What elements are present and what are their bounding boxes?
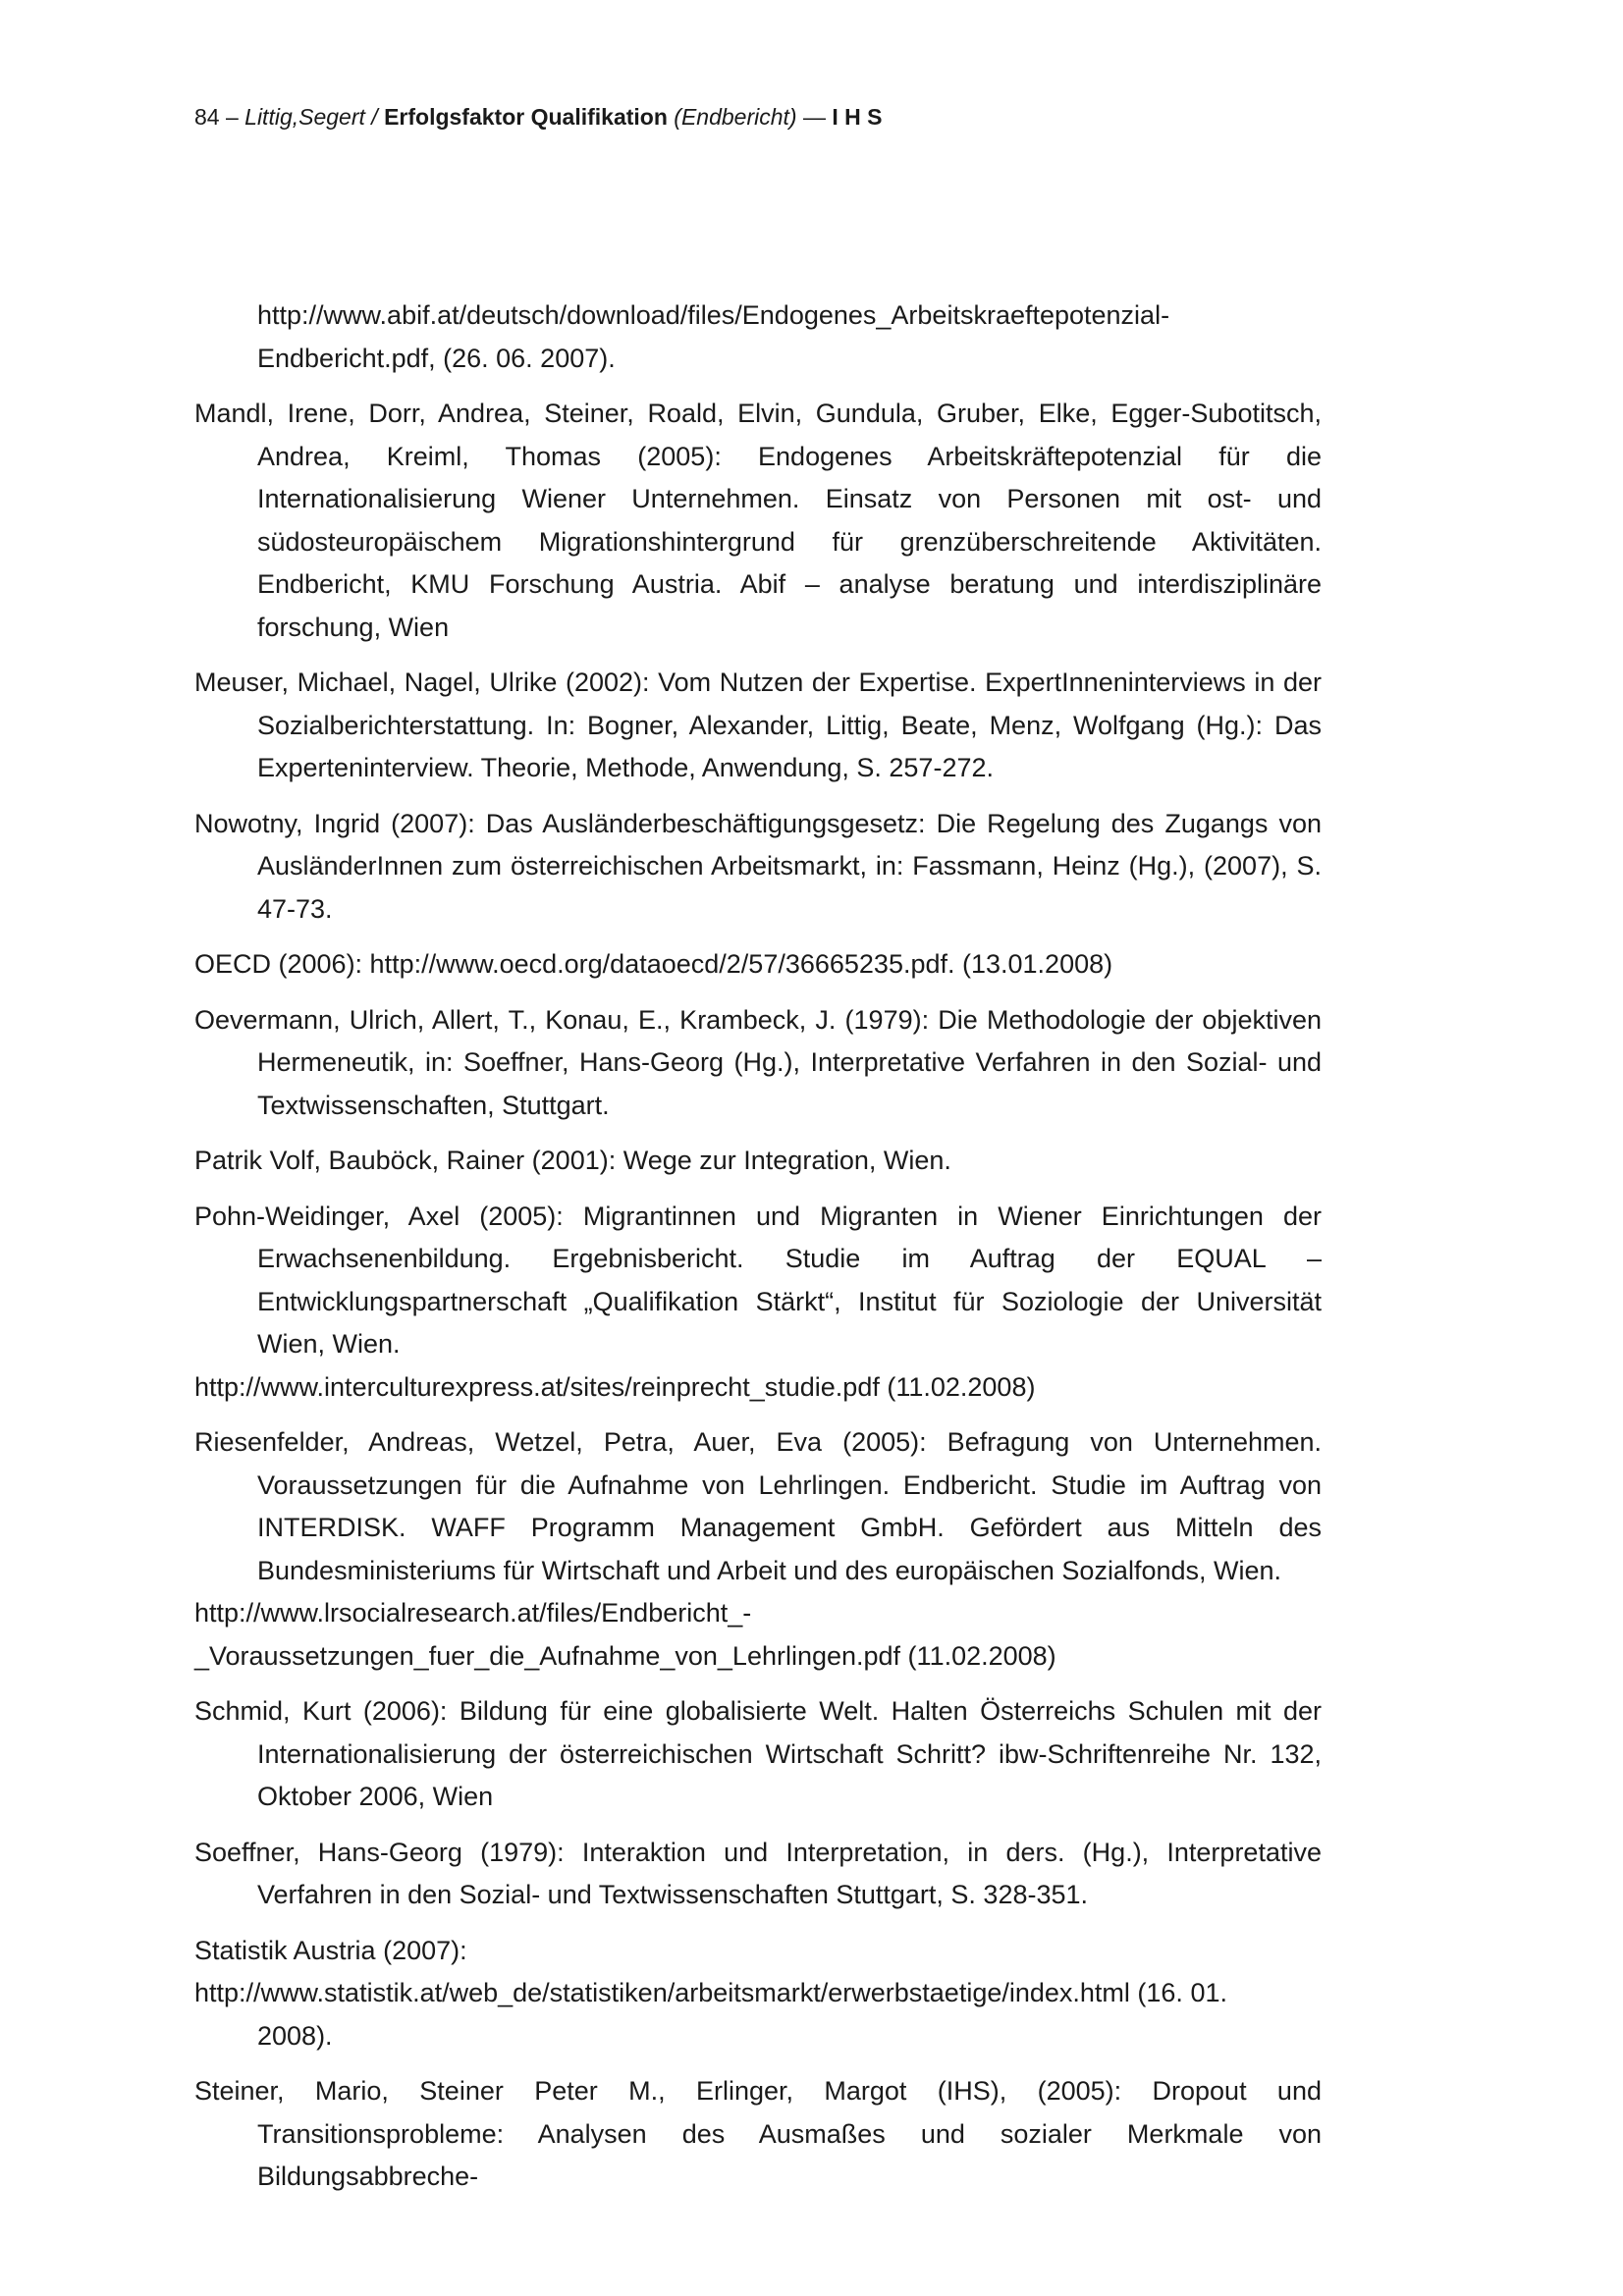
reference-text: Statistik Austria (2007): [194, 1935, 467, 1965]
reference-entry [194, 1421, 1322, 1678]
header-title: Erfolgsfaktor Qualifikation [384, 104, 668, 130]
reference-entry [194, 943, 1322, 987]
reference-entry [257, 294, 1322, 380]
header-subtitle: (Endbericht) [674, 104, 797, 130]
reference-entry [194, 1930, 1322, 2058]
reference-text: Patrik Volf, Bauböck, Rainer (2001): Wege zur Integration, Wien. [194, 1146, 951, 1175]
running-header [194, 102, 882, 132]
reference-entry [194, 1690, 1322, 1819]
header-authors: Littig,Segert / [244, 104, 378, 130]
reference-text: Schmid, Kurt (2006): Bildung für eine globalisierte Welt. Halten Österreichs Schulen mit der Internationalisierung der österreichischen Wirtschaft Schritt? ibw-Schriftenreihe Nr. 132, Oktober 2006, Wien [194, 1696, 1322, 1811]
reference-list [194, 294, 1322, 2212]
reference-text: http://www.abif.at/deutsch/download/files/Endogenes_Arbeitskraeftepotenzial-Endbericht.pdf, (26. 06. 2007). [257, 300, 1170, 373]
reference-text: Soeffner, Hans-Georg (1979): Interaktion und Interpretation, in ders. (Hg.), Interpretative Verfahren in den Sozial- und Textwissenschaften Stuttgart, S. 328-351. [194, 1837, 1322, 1909]
header-institute: I H S [832, 104, 883, 130]
reference-text: Nowotny, Ingrid (2007): Das Ausländerbeschäftigungsgesetz: Die Regelung des Zugangs von AusländerInnen zum österreichischen Arbeitsmarkt, in: Fassmann, Heinz (Hg.), (2007), S. 47-73. [194, 808, 1322, 924]
reference-entry [194, 2070, 1322, 2199]
reference-text: Pohn-Weidinger, Axel (2005): Migrantinnen und Migranten in Wiener Einrichtungen der Erwachsenenbildung. Ergebnisbericht. Studie im Auftrag der EQUAL – Entwicklungspartnerschaft „Qualifikation Stärkt“, Institut für Soziologie der Universität Wien, Wien. [194, 1201, 1322, 1359]
reference-url: http://www.statistik.at/web_de/statistiken/arbeitsmarkt/erwerbstaetige/index.html (16. 01. 2008). [194, 1978, 1227, 2051]
reference-text: Steiner, Mario, Steiner Peter M., Erlinger, Margot (IHS), (2005): Dropout und Transitionsprobleme: Analysen des Ausmaßes und sozialer Merkmale von Bildungsabbreche- [194, 2076, 1322, 2191]
reference-text: Oevermann, Ulrich, Allert, T., Konau, E., Krambeck, J. (1979): Die Methodologie der objektiven Hermeneutik, in: Soeffner, Hans-Georg (Hg.), Interpretative Verfahren in den Sozial- und Textwissenschaften, Stuttgart. [194, 1004, 1322, 1120]
reference-entry [194, 1832, 1322, 1917]
reference-url: http://www.lrsocialresearch.at/files/Endbericht_- [194, 1598, 752, 1628]
reference-entry [194, 1196, 1322, 1410]
reference-entry [194, 393, 1322, 649]
reference-text: Meuser, Michael, Nagel, Ulrike (2002): Vom Nutzen der Expertise. ExpertInneninterviews in der Sozialberichterstattung. In: Bogner, Alexander, Littig, Beate, Menz, Wolfgang (Hg.): Das Experteninterview. Theorie, Methode, Anwendung, S. 257-272. [194, 667, 1322, 782]
reference-url: http://www.interculturexpress.at/sites/reinprecht_studie.pdf (11.02.2008) [194, 1371, 1036, 1402]
header-separator: — [802, 104, 826, 130]
reference-entry [194, 662, 1322, 790]
reference-entry [194, 999, 1322, 1128]
reference-text: Riesenfelder, Andreas, Wetzel, Petra, Auer, Eva (2005): Befragung von Unternehmen. Voraussetzungen für die Aufnahme von Lehrlingen. Endbericht. Studie im Auftrag von INTERDISK. WAFF Programm Management GmbH. Gefördert aus Mitteln des Bundesministeriums für Wirtschaft und Arbeit und des europäischen Sozialfonds, Wien. [194, 1427, 1322, 1585]
page-number: 84 – [194, 104, 239, 130]
reference-text: Mandl, Irene, Dorr, Andrea, Steiner, Roald, Elvin, Gundula, Gruber, Elke, Egger-Subotitsch, Andrea, Kreiml, Thomas (2005): Endogenes Arbeitskräftepotenzial für die Internationalisierung Wiener Unternehmen. Einsatz von Personen mit ost- und südosteuropäischem Migrationshintergrund für grenzüberschreitende Aktivitäten. Endbericht, KMU Forschung Austria. Abif – analyse beratung und interdisziplinäre forschung, Wien [194, 399, 1322, 642]
reference-url-continued: _Voraussetzungen_fuer_die_Aufnahme_von_Lehrlingen.pdf (11.02.2008) [194, 1640, 1056, 1671]
reference-entry [194, 803, 1322, 932]
reference-entry [194, 1140, 1322, 1183]
reference-text: OECD (2006): http://www.oecd.org/dataoecd/2/57/36665235.pdf. (13.01.2008) [194, 949, 1113, 979]
